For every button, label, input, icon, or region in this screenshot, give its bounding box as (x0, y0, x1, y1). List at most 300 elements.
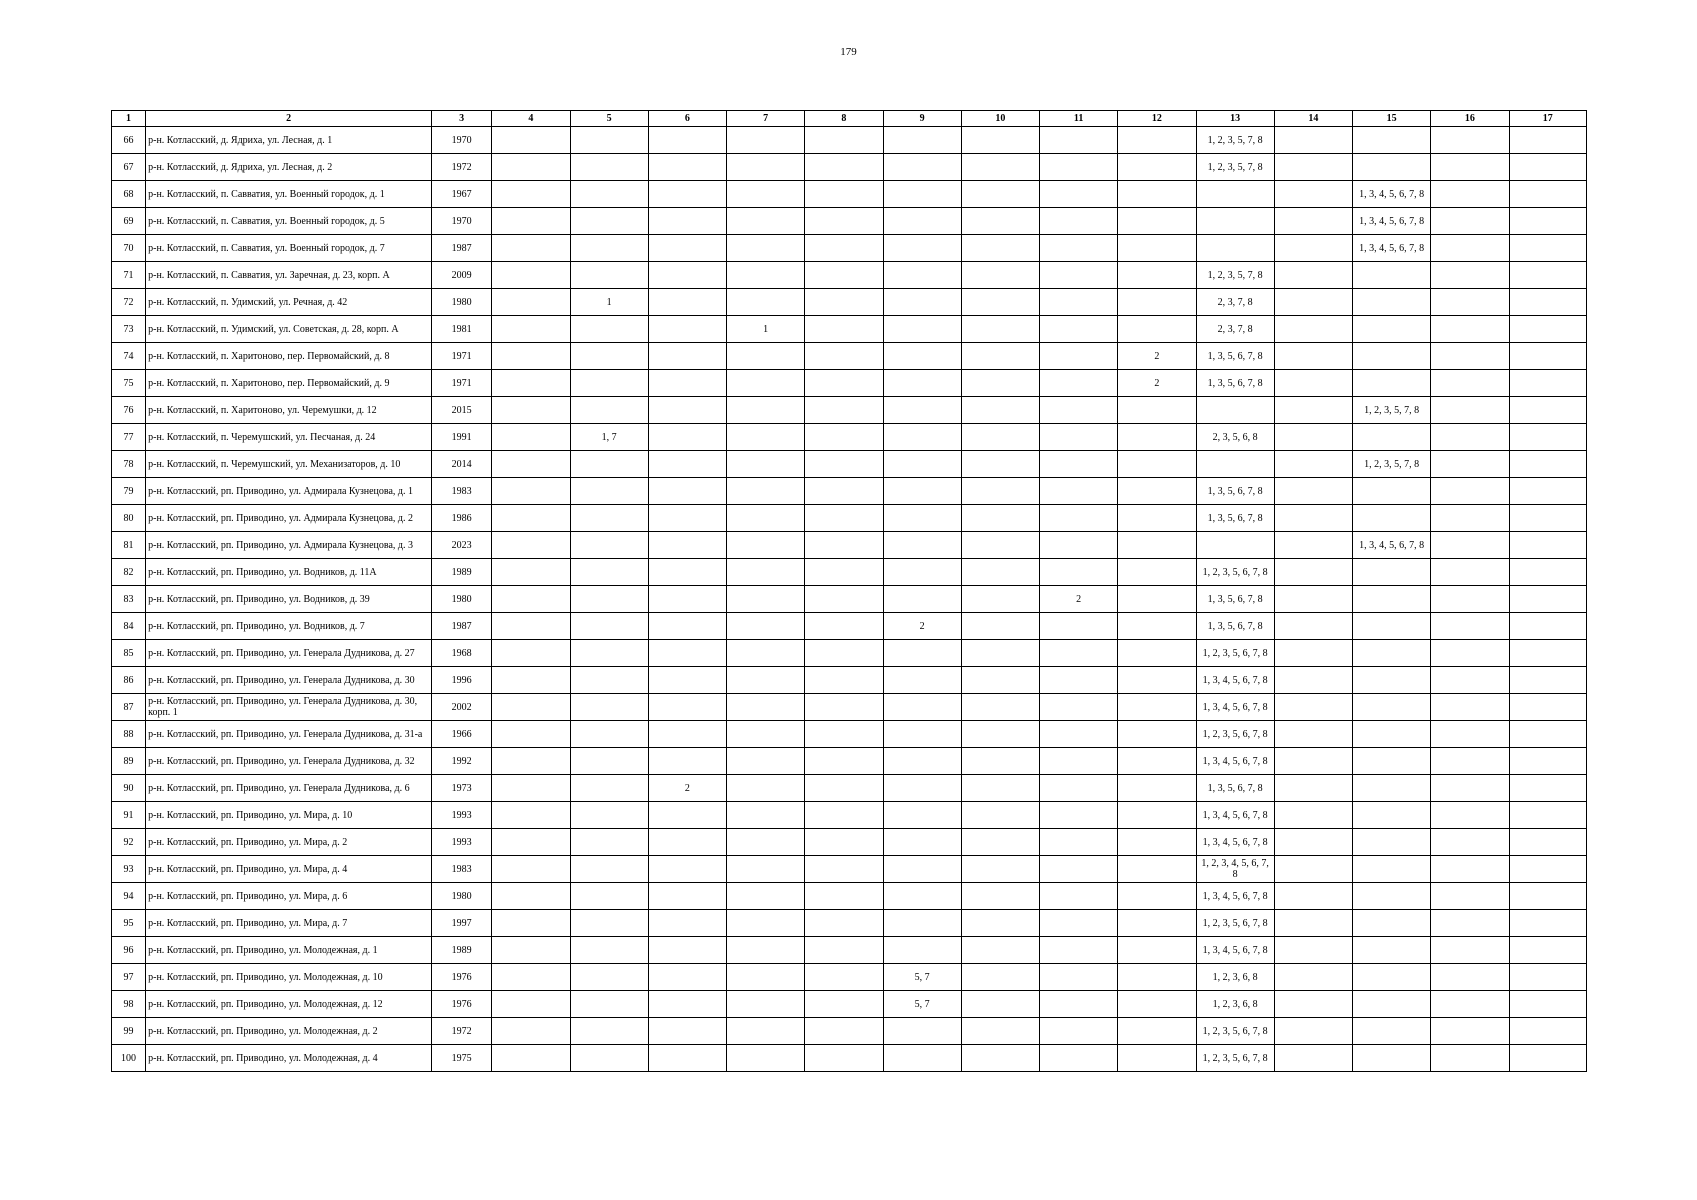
col-9-cell (883, 397, 961, 424)
col-9-cell (883, 775, 961, 802)
col-14-cell (1274, 127, 1352, 154)
col-5-cell (570, 1045, 648, 1072)
col-4-cell (492, 991, 570, 1018)
col-17-cell (1509, 478, 1586, 505)
col-17-cell (1509, 397, 1586, 424)
col-7-cell (727, 559, 805, 586)
column-header-6: 6 (648, 111, 726, 127)
col-4-cell (492, 451, 570, 478)
address-cell: р-н. Котласский, п. Савватия, ул. Заречная, д. 23, корп. А (146, 262, 432, 289)
table-row (112, 964, 1587, 991)
year-cell: 1989 (432, 937, 492, 964)
col-13-cell: 1, 3, 4, 5, 6, 7, 8 (1196, 802, 1274, 829)
row-number-cell: 67 (112, 154, 146, 181)
row-number-cell: 98 (112, 991, 146, 1018)
col-5-cell (570, 883, 648, 910)
col-13-cell: 2, 3, 5, 6, 8 (1196, 424, 1274, 451)
year-cell: 1991 (432, 424, 492, 451)
col-13-cell (1196, 235, 1274, 262)
col-10-cell (961, 856, 1039, 883)
year-cell: 1987 (432, 613, 492, 640)
row-number-cell: 95 (112, 910, 146, 937)
col-17-cell (1509, 829, 1586, 856)
table-row (112, 775, 1587, 802)
col-7-cell (727, 370, 805, 397)
row-number-cell: 70 (112, 235, 146, 262)
address-cell: р-н. Котласский, рп. Приводино, ул. Адмирала Кузнецова, д. 2 (146, 505, 432, 532)
col-13-cell: 1, 2, 3, 4, 5, 6, 7, 8 (1196, 856, 1274, 883)
col-10-cell (961, 532, 1039, 559)
col-4-cell (492, 964, 570, 991)
row-number-cell: 88 (112, 721, 146, 748)
col-9-cell (883, 505, 961, 532)
year-cell: 1970 (432, 127, 492, 154)
table-row (112, 1018, 1587, 1045)
table-row (112, 856, 1587, 883)
col-7-cell (727, 964, 805, 991)
col-14-cell (1274, 343, 1352, 370)
col-10-cell (961, 667, 1039, 694)
col-15-cell (1353, 1018, 1431, 1045)
year-cell: 1989 (432, 559, 492, 586)
col-9-cell (883, 289, 961, 316)
col-5-cell (570, 478, 648, 505)
col-13-cell: 1, 2, 3, 5, 6, 7, 8 (1196, 910, 1274, 937)
col-10-cell (961, 181, 1039, 208)
col-6-cell (648, 262, 726, 289)
col-6-cell (648, 397, 726, 424)
col-9-cell (883, 370, 961, 397)
col-8-cell (805, 640, 883, 667)
col-13-cell: 1, 2, 3, 5, 6, 7, 8 (1196, 559, 1274, 586)
col-12-cell (1118, 964, 1196, 991)
year-cell: 1972 (432, 1018, 492, 1045)
col-6-cell (648, 937, 726, 964)
col-17-cell (1509, 370, 1586, 397)
col-17-cell (1509, 694, 1586, 721)
row-number-cell: 72 (112, 289, 146, 316)
row-number-cell: 79 (112, 478, 146, 505)
col-17-cell (1509, 208, 1586, 235)
col-13-cell: 1, 3, 4, 5, 6, 7, 8 (1196, 937, 1274, 964)
col-9-cell (883, 154, 961, 181)
col-10-cell (961, 883, 1039, 910)
col-13-cell: 2, 3, 7, 8 (1196, 289, 1274, 316)
year-cell: 1980 (432, 586, 492, 613)
year-cell: 1967 (432, 181, 492, 208)
col-4-cell (492, 748, 570, 775)
col-12-cell (1118, 937, 1196, 964)
column-header-16: 16 (1431, 111, 1509, 127)
col-16-cell (1431, 829, 1509, 856)
address-cell: р-н. Котласский, рп. Приводино, ул. Молодежная, д. 2 (146, 1018, 432, 1045)
col-10-cell (961, 640, 1039, 667)
address-cell: р-н. Котласский, рп. Приводино, ул. Водников, д. 7 (146, 613, 432, 640)
col-16-cell (1431, 532, 1509, 559)
col-6-cell (648, 451, 726, 478)
col-5-cell: 1 (570, 289, 648, 316)
col-16-cell (1431, 235, 1509, 262)
col-8-cell (805, 991, 883, 1018)
col-12-cell (1118, 289, 1196, 316)
col-6-cell (648, 235, 726, 262)
housing-registry-table (111, 110, 1587, 1072)
col-6-cell (648, 316, 726, 343)
col-12-cell (1118, 802, 1196, 829)
year-cell: 1971 (432, 343, 492, 370)
col-16-cell (1431, 667, 1509, 694)
col-17-cell (1509, 991, 1586, 1018)
col-9-cell (883, 208, 961, 235)
column-header-1: 1 (112, 111, 146, 127)
col-17-cell (1509, 262, 1586, 289)
address-cell: р-н. Котласский, рп. Приводино, ул. Генерала Дудникова, д. 30 (146, 667, 432, 694)
col-17-cell (1509, 667, 1586, 694)
col-8-cell (805, 937, 883, 964)
col-9-cell (883, 424, 961, 451)
col-7-cell (727, 127, 805, 154)
col-14-cell (1274, 451, 1352, 478)
col-6-cell (648, 505, 726, 532)
col-4-cell (492, 262, 570, 289)
col-4-cell (492, 181, 570, 208)
address-cell: р-н. Котласский, рп. Приводино, ул. Молодежная, д. 10 (146, 964, 432, 991)
col-4-cell (492, 370, 570, 397)
col-5-cell (570, 721, 648, 748)
col-15-cell (1353, 937, 1431, 964)
col-14-cell (1274, 316, 1352, 343)
col-4-cell (492, 694, 570, 721)
col-8-cell (805, 505, 883, 532)
year-cell: 1983 (432, 856, 492, 883)
table-row (112, 559, 1587, 586)
col-12-cell (1118, 667, 1196, 694)
col-17-cell (1509, 316, 1586, 343)
col-12-cell (1118, 1045, 1196, 1072)
col-13-cell (1196, 181, 1274, 208)
col-16-cell (1431, 154, 1509, 181)
col-14-cell (1274, 181, 1352, 208)
col-10-cell (961, 289, 1039, 316)
col-5-cell (570, 505, 648, 532)
col-17-cell (1509, 154, 1586, 181)
col-11-cell (1040, 289, 1118, 316)
header-row (112, 111, 1587, 127)
col-7-cell (727, 343, 805, 370)
col-15-cell (1353, 613, 1431, 640)
col-16-cell (1431, 505, 1509, 532)
col-17-cell (1509, 721, 1586, 748)
col-16-cell (1431, 370, 1509, 397)
col-17-cell (1509, 586, 1586, 613)
col-6-cell (648, 478, 726, 505)
col-5-cell (570, 748, 648, 775)
col-11-cell (1040, 748, 1118, 775)
table-row (112, 505, 1587, 532)
col-17-cell (1509, 343, 1586, 370)
col-15-cell (1353, 127, 1431, 154)
col-15-cell (1353, 775, 1431, 802)
col-15-cell (1353, 559, 1431, 586)
col-7-cell (727, 856, 805, 883)
col-12-cell (1118, 829, 1196, 856)
col-12-cell (1118, 1018, 1196, 1045)
column-header-7: 7 (727, 111, 805, 127)
col-11-cell (1040, 910, 1118, 937)
col-13-cell: 1, 3, 5, 6, 7, 8 (1196, 775, 1274, 802)
year-cell: 1976 (432, 964, 492, 991)
col-4-cell (492, 883, 570, 910)
row-number-cell: 85 (112, 640, 146, 667)
address-cell: р-н. Котласский, рп. Приводино, ул. Мира, д. 4 (146, 856, 432, 883)
col-11-cell (1040, 262, 1118, 289)
col-11-cell (1040, 640, 1118, 667)
col-4-cell (492, 289, 570, 316)
col-17-cell (1509, 883, 1586, 910)
col-13-cell: 1, 2, 3, 5, 6, 7, 8 (1196, 1018, 1274, 1045)
address-cell: р-н. Котласский, рп. Приводино, ул. Мира, д. 7 (146, 910, 432, 937)
col-14-cell (1274, 262, 1352, 289)
col-15-cell: 1, 2, 3, 5, 7, 8 (1353, 451, 1431, 478)
row-number-cell: 77 (112, 424, 146, 451)
col-11-cell (1040, 775, 1118, 802)
address-cell: р-н. Котласский, рп. Приводино, ул. Генерала Дудникова, д. 27 (146, 640, 432, 667)
col-5-cell (570, 964, 648, 991)
col-6-cell (648, 964, 726, 991)
address-cell: р-н. Котласский, п. Савватия, ул. Военный городок, д. 7 (146, 235, 432, 262)
col-10-cell (961, 964, 1039, 991)
col-4-cell (492, 586, 570, 613)
year-cell: 1971 (432, 370, 492, 397)
col-13-cell: 1, 3, 4, 5, 6, 7, 8 (1196, 829, 1274, 856)
col-13-cell: 1, 3, 5, 6, 7, 8 (1196, 478, 1274, 505)
address-cell: р-н. Котласский, п. Удимский, ул. Советская, д. 28, корп. А (146, 316, 432, 343)
col-8-cell (805, 721, 883, 748)
row-number-cell: 91 (112, 802, 146, 829)
col-14-cell (1274, 802, 1352, 829)
column-header-14: 14 (1274, 111, 1352, 127)
col-4-cell (492, 316, 570, 343)
address-cell: р-н. Котласский, рп. Приводино, ул. Генерала Дудникова, д. 30, корп. 1 (146, 694, 432, 721)
col-7-cell (727, 289, 805, 316)
col-5-cell (570, 559, 648, 586)
year-cell: 1973 (432, 775, 492, 802)
col-17-cell (1509, 802, 1586, 829)
col-6-cell (648, 613, 726, 640)
col-6-cell (648, 424, 726, 451)
col-8-cell (805, 667, 883, 694)
col-11-cell (1040, 343, 1118, 370)
col-8-cell (805, 478, 883, 505)
col-11-cell (1040, 316, 1118, 343)
col-15-cell (1353, 505, 1431, 532)
col-5-cell (570, 370, 648, 397)
col-6-cell (648, 991, 726, 1018)
col-12-cell (1118, 505, 1196, 532)
col-4-cell (492, 1045, 570, 1072)
address-cell: р-н. Котласский, п. Харитоново, ул. Черемушки, д. 12 (146, 397, 432, 424)
row-number-cell: 82 (112, 559, 146, 586)
year-cell: 1970 (432, 208, 492, 235)
col-9-cell (883, 937, 961, 964)
col-10-cell (961, 478, 1039, 505)
address-cell: р-н. Котласский, рп. Приводино, ул. Водников, д. 11А (146, 559, 432, 586)
column-header-4: 4 (492, 111, 570, 127)
col-5-cell (570, 1018, 648, 1045)
col-8-cell (805, 802, 883, 829)
column-header-15: 15 (1353, 111, 1431, 127)
address-cell: р-н. Котласский, п. Удимский, ул. Речная, д. 42 (146, 289, 432, 316)
col-14-cell (1274, 829, 1352, 856)
table-row (112, 208, 1587, 235)
table-row (112, 694, 1587, 721)
row-number-cell: 93 (112, 856, 146, 883)
col-7-cell (727, 181, 805, 208)
col-11-cell (1040, 154, 1118, 181)
year-cell: 1966 (432, 721, 492, 748)
row-number-cell: 92 (112, 829, 146, 856)
col-14-cell (1274, 532, 1352, 559)
col-9-cell (883, 532, 961, 559)
col-10-cell (961, 1018, 1039, 1045)
col-6-cell (648, 856, 726, 883)
address-cell: р-н. Котласский, рп. Приводино, ул. Молодежная, д. 12 (146, 991, 432, 1018)
col-9-cell (883, 667, 961, 694)
year-cell: 1981 (432, 316, 492, 343)
col-4-cell (492, 856, 570, 883)
column-header-8: 8 (805, 111, 883, 127)
col-11-cell (1040, 721, 1118, 748)
col-5-cell (570, 208, 648, 235)
col-5-cell (570, 127, 648, 154)
col-16-cell (1431, 181, 1509, 208)
col-9-cell (883, 451, 961, 478)
year-cell: 2023 (432, 532, 492, 559)
col-17-cell (1509, 748, 1586, 775)
col-11-cell (1040, 370, 1118, 397)
col-6-cell (648, 748, 726, 775)
col-8-cell (805, 262, 883, 289)
col-12-cell (1118, 262, 1196, 289)
col-10-cell (961, 316, 1039, 343)
col-14-cell (1274, 1018, 1352, 1045)
column-header-17: 17 (1509, 111, 1586, 127)
address-cell: р-н. Котласский, п. Черемушский, ул. Песчаная, д. 24 (146, 424, 432, 451)
col-9-cell (883, 694, 961, 721)
col-10-cell (961, 451, 1039, 478)
col-10-cell (961, 127, 1039, 154)
col-7-cell (727, 937, 805, 964)
col-15-cell (1353, 721, 1431, 748)
col-17-cell (1509, 424, 1586, 451)
col-13-cell: 1, 3, 4, 5, 6, 7, 8 (1196, 667, 1274, 694)
col-16-cell (1431, 343, 1509, 370)
col-5-cell (570, 586, 648, 613)
col-12-cell (1118, 856, 1196, 883)
col-4-cell (492, 667, 570, 694)
col-10-cell (961, 1045, 1039, 1072)
col-9-cell (883, 721, 961, 748)
col-16-cell (1431, 910, 1509, 937)
col-12-cell (1118, 424, 1196, 451)
col-11-cell (1040, 478, 1118, 505)
row-number-cell: 81 (112, 532, 146, 559)
col-15-cell (1353, 154, 1431, 181)
year-cell: 1980 (432, 289, 492, 316)
row-number-cell: 76 (112, 397, 146, 424)
col-5-cell (570, 694, 648, 721)
column-header-9: 9 (883, 111, 961, 127)
table-row (112, 451, 1587, 478)
col-6-cell (648, 667, 726, 694)
col-10-cell (961, 154, 1039, 181)
col-16-cell (1431, 640, 1509, 667)
col-17-cell (1509, 1018, 1586, 1045)
col-17-cell (1509, 289, 1586, 316)
row-number-cell: 80 (112, 505, 146, 532)
address-cell: р-н. Котласский, п. Савватия, ул. Военный городок, д. 1 (146, 181, 432, 208)
col-5-cell (570, 154, 648, 181)
col-15-cell (1353, 316, 1431, 343)
year-cell: 2009 (432, 262, 492, 289)
address-cell: р-н. Котласский, п. Черемушский, ул. Механизаторов, д. 10 (146, 451, 432, 478)
col-15-cell (1353, 667, 1431, 694)
table-row (112, 532, 1587, 559)
col-14-cell (1274, 883, 1352, 910)
address-cell: р-н. Котласский, д. Ядриха, ул. Лесная, д. 1 (146, 127, 432, 154)
col-16-cell (1431, 856, 1509, 883)
col-9-cell (883, 127, 961, 154)
table-row (112, 181, 1587, 208)
col-9-cell: 2 (883, 613, 961, 640)
col-7-cell (727, 478, 805, 505)
col-16-cell (1431, 424, 1509, 451)
col-6-cell (648, 586, 726, 613)
col-8-cell (805, 748, 883, 775)
col-9-cell (883, 478, 961, 505)
col-11-cell (1040, 937, 1118, 964)
col-14-cell (1274, 910, 1352, 937)
col-10-cell (961, 586, 1039, 613)
row-number-cell: 89 (112, 748, 146, 775)
col-9-cell: 5, 7 (883, 964, 961, 991)
row-number-cell: 97 (112, 964, 146, 991)
col-6-cell (648, 721, 726, 748)
col-13-cell (1196, 451, 1274, 478)
year-cell: 1986 (432, 505, 492, 532)
col-15-cell (1353, 856, 1431, 883)
col-5-cell (570, 775, 648, 802)
col-7-cell (727, 532, 805, 559)
col-6-cell (648, 208, 726, 235)
col-7-cell (727, 1018, 805, 1045)
col-11-cell (1040, 181, 1118, 208)
col-10-cell (961, 343, 1039, 370)
table-row (112, 127, 1587, 154)
year-cell: 1972 (432, 154, 492, 181)
col-16-cell (1431, 883, 1509, 910)
col-10-cell (961, 694, 1039, 721)
col-4-cell (492, 802, 570, 829)
col-14-cell (1274, 937, 1352, 964)
col-7-cell (727, 1045, 805, 1072)
col-12-cell: 2 (1118, 343, 1196, 370)
col-4-cell (492, 127, 570, 154)
col-14-cell (1274, 505, 1352, 532)
col-8-cell (805, 586, 883, 613)
col-5-cell (570, 991, 648, 1018)
col-13-cell: 1, 3, 5, 6, 7, 8 (1196, 370, 1274, 397)
